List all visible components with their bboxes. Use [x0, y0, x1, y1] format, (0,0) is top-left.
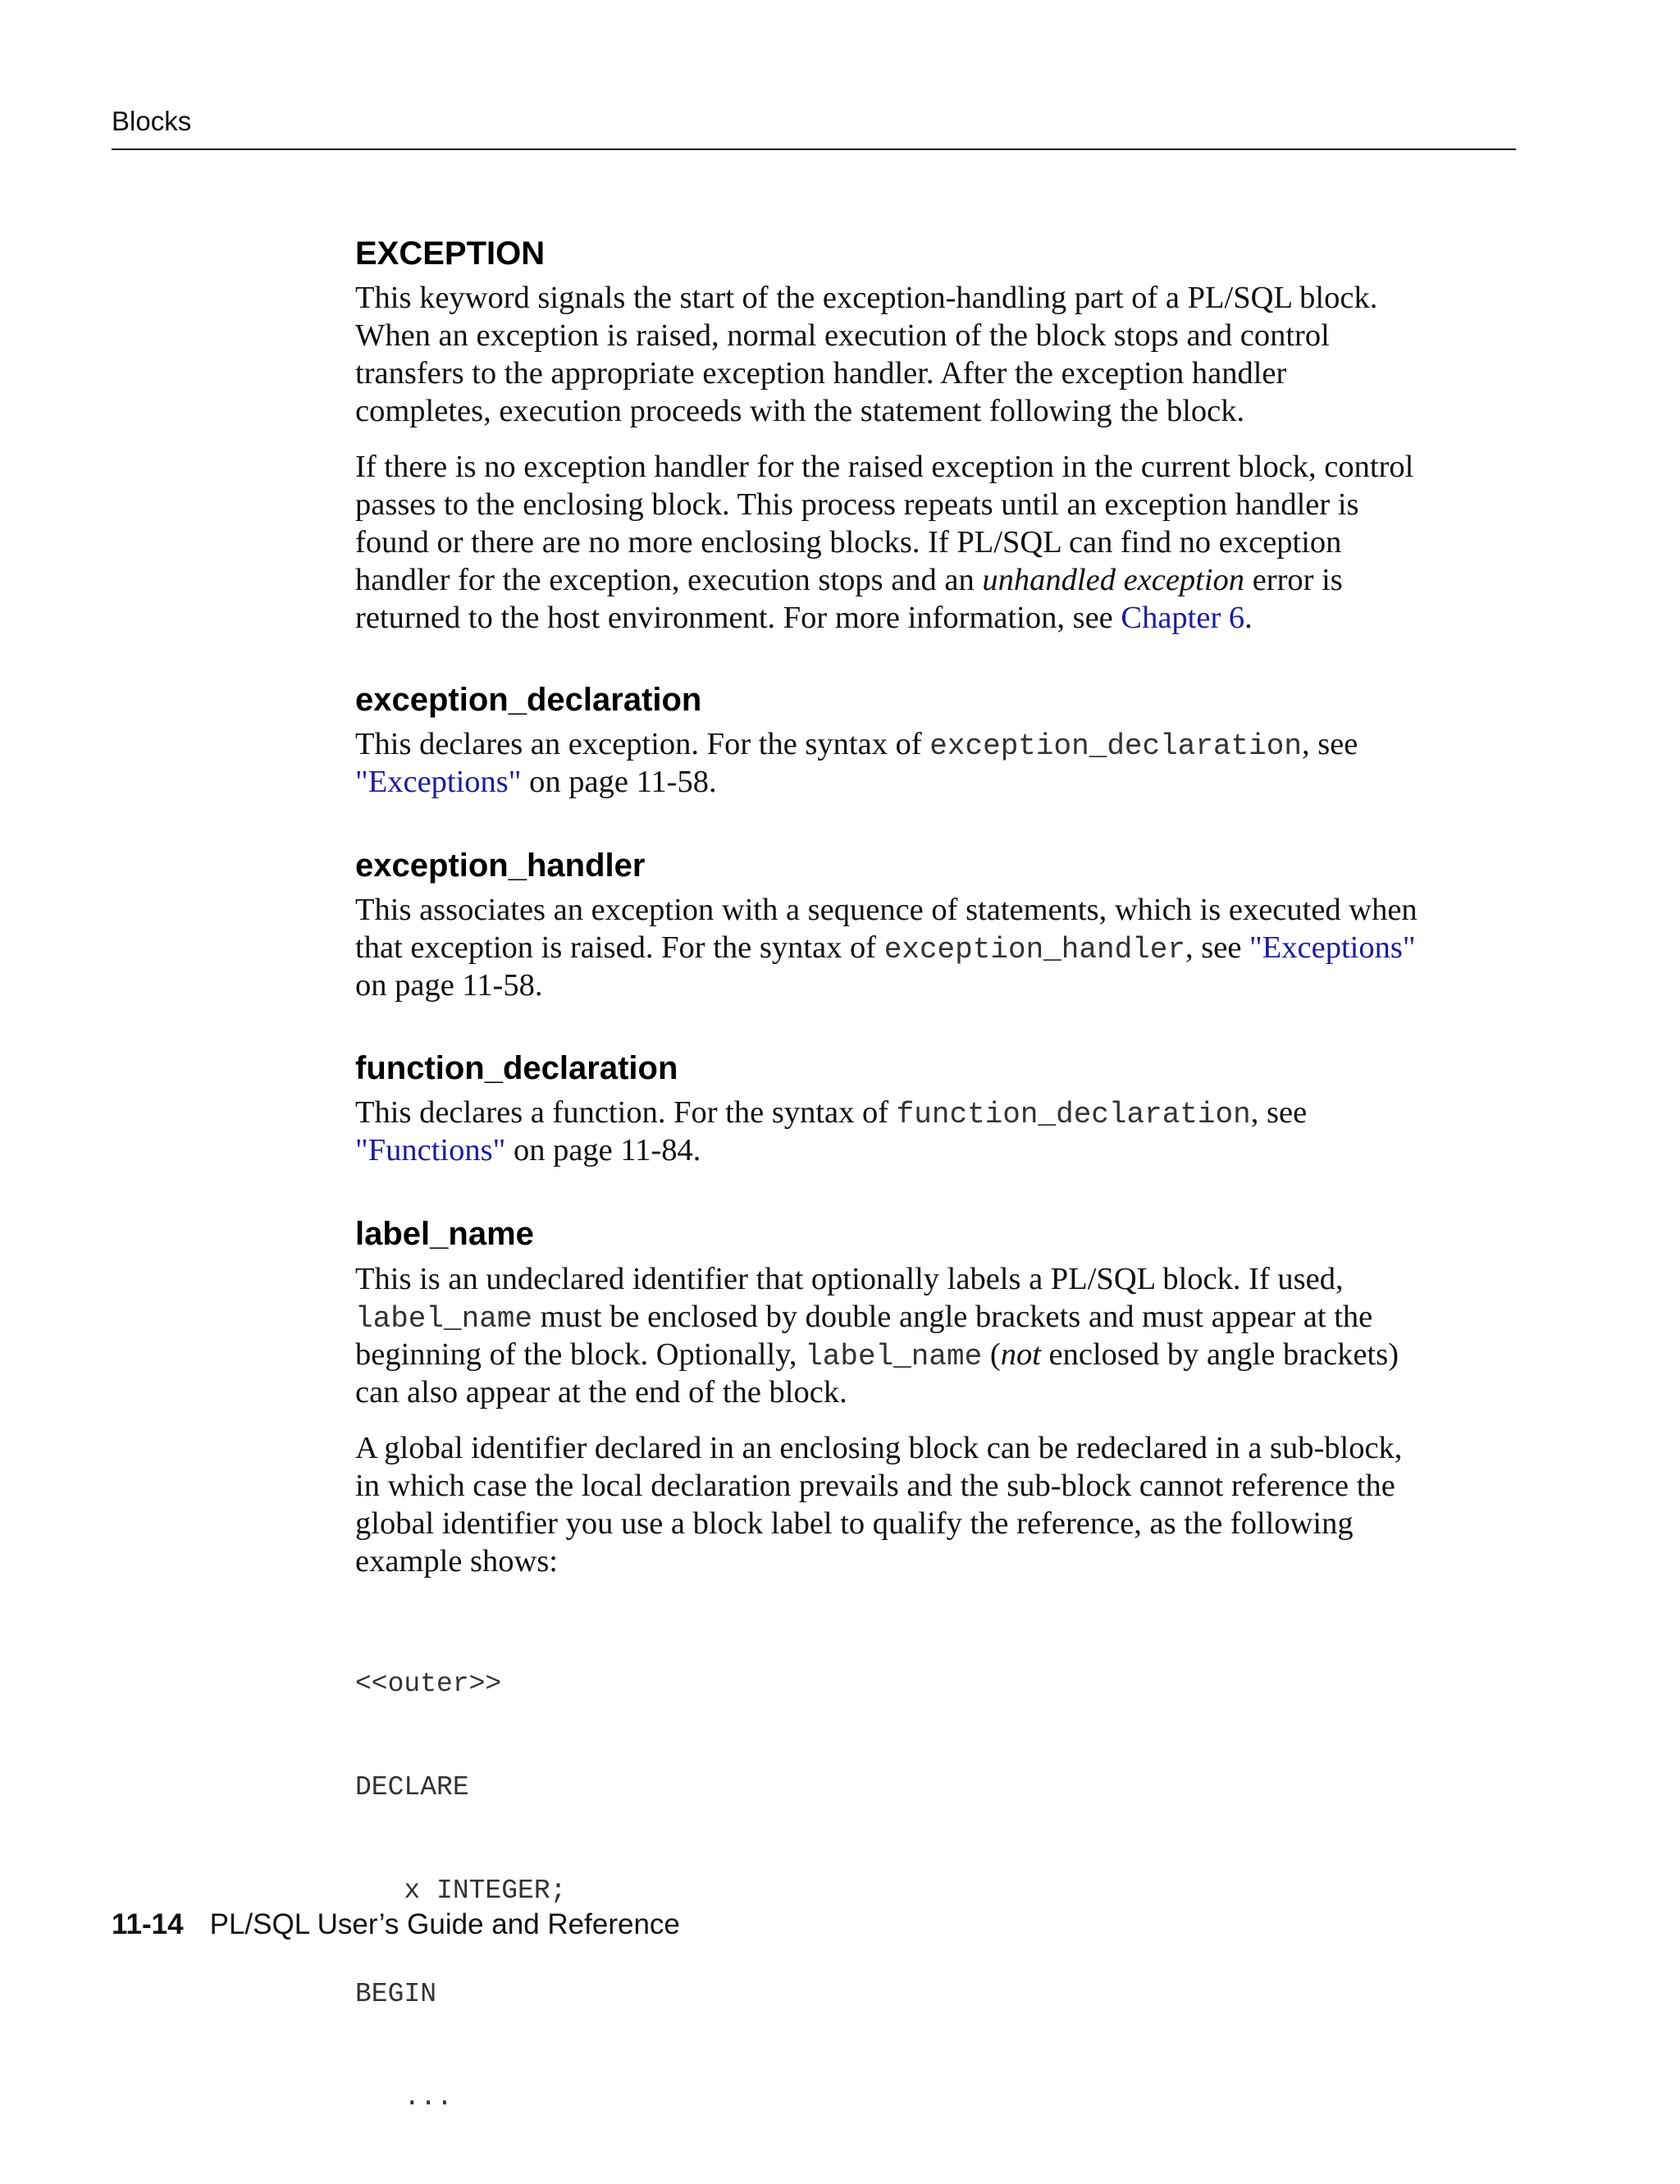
header-rule [112, 148, 1516, 150]
text-line [355, 763, 1358, 801]
heading-function-declaration: function_declaration [355, 1050, 678, 1086]
text-run: , see [1250, 1095, 1308, 1130]
inline-code: function_declaration [896, 1098, 1251, 1131]
text-line: When an exception is raised, normal execution of the block stops and control [355, 318, 1330, 353]
exceptions-link[interactable]: "Exceptions" [355, 765, 522, 799]
text-line: on page 11-58. [355, 968, 543, 1003]
heading-label-name: label_name [355, 1216, 534, 1252]
code-line: BEGIN [355, 1979, 437, 2009]
inline-code: label_name [355, 1302, 533, 1336]
text-line [355, 1094, 1307, 1131]
text-line: This associates an exception with a sequence of statements, which is executed when [355, 893, 1418, 927]
text-line [355, 1336, 1399, 1373]
label-name-paragraph-2 [355, 1429, 1402, 1580]
text-run: beginning of the block. Optionally, [355, 1337, 806, 1372]
chapter-6-link[interactable]: Chapter 6 [1121, 601, 1245, 635]
code-line: <<outer>> [355, 1669, 502, 1699]
label-name-paragraph-1 [355, 1260, 1399, 1411]
code-line: DECLARE [355, 1772, 469, 1802]
text-line: passes to the enclosing block. This process repeats until an exception handler is [355, 487, 1359, 522]
inline-code: exception_declaration [929, 729, 1302, 763]
text-run: enclosed by angle brackets) [1040, 1337, 1399, 1372]
text-run: handler for the exception, execution stops and an [355, 563, 983, 597]
exception-declaration-paragraph [355, 725, 1358, 801]
text-run: , see [1301, 727, 1358, 761]
function-declaration-paragraph [355, 1094, 1307, 1169]
exception-handler-paragraph [355, 891, 1418, 1004]
heading-exception-handler: exception_handler [355, 848, 646, 884]
code-line: x INTEGER; [355, 1876, 567, 1906]
text-run: This declares an exception. For the syntax of [355, 727, 930, 761]
italic-term: unhandled exception [982, 563, 1245, 597]
heading-exception: EXCEPTION [355, 235, 546, 272]
text-line: If there is no exception handler for the raised exception in the current block, control [355, 450, 1414, 484]
text-line: can also appear at the end of the block. [355, 1375, 847, 1410]
text-run: . [1244, 601, 1253, 635]
exception-paragraph-2 [355, 448, 1413, 637]
page-footer [112, 1905, 680, 1944]
text-line: This keyword signals the start of the exception-handling part of a PL/SQL block. [355, 281, 1378, 315]
exception-paragraph-1 [355, 279, 1377, 430]
text-run: error is [1244, 563, 1343, 597]
text-line [355, 725, 1358, 763]
text-run: returned to the host environment. For more information, see [355, 601, 1121, 635]
text-line [355, 599, 1413, 637]
text-line: completes, execution proceeds with the statement following the block. [355, 394, 1245, 428]
text-line: transfers to the appropriate exception handler. After the exception handler [355, 356, 1287, 391]
inline-code: exception_handler [883, 933, 1185, 966]
text-line: in which case the local declaration prevails and the sub-block cannot reference the [355, 1469, 1395, 1503]
running-header: Blocks [112, 106, 192, 136]
text-line: A global identifier declared in an enclosing block can be redeclared in a sub-block, [355, 1431, 1403, 1465]
text-line: found or there are no more enclosing blocks. If PL/SQL can find no exception [355, 525, 1342, 560]
text-run: on page 11-58. [521, 765, 717, 799]
text-run: on page 11-84. [505, 1133, 701, 1167]
page-number: 11-14 [112, 1908, 184, 1940]
heading-exception-declaration: exception_declaration [355, 682, 702, 718]
code-example [355, 1598, 566, 2184]
text-line [355, 1131, 1307, 1169]
functions-link[interactable]: "Functions" [355, 1133, 506, 1167]
book-title: PL/SQL User’s Guide and Reference [209, 1908, 680, 1940]
code-line: ... [355, 2082, 453, 2113]
text-line: This is an undeclared identifier that optionally labels a PL/SQL block. If used, [355, 1262, 1344, 1296]
inline-code: label_name [805, 1340, 983, 1373]
text-run: , see [1185, 930, 1250, 965]
exceptions-link[interactable]: "Exceptions" [1249, 930, 1416, 965]
italic-term: not [1000, 1337, 1041, 1372]
text-run: that exception is raised. For the syntax of [355, 930, 884, 965]
text-line [355, 929, 1418, 966]
text-line [355, 561, 1413, 599]
text-run: ( [982, 1337, 1001, 1372]
text-line [355, 1298, 1399, 1336]
text-run: must be enclosed by double angle brackets and must appear at the [532, 1300, 1373, 1334]
text-run: This declares a function. For the syntax of [355, 1095, 897, 1130]
text-line: global identifier you use a block label to qualify the reference, as the following [355, 1506, 1354, 1541]
text-line: example shows: [355, 1544, 558, 1579]
